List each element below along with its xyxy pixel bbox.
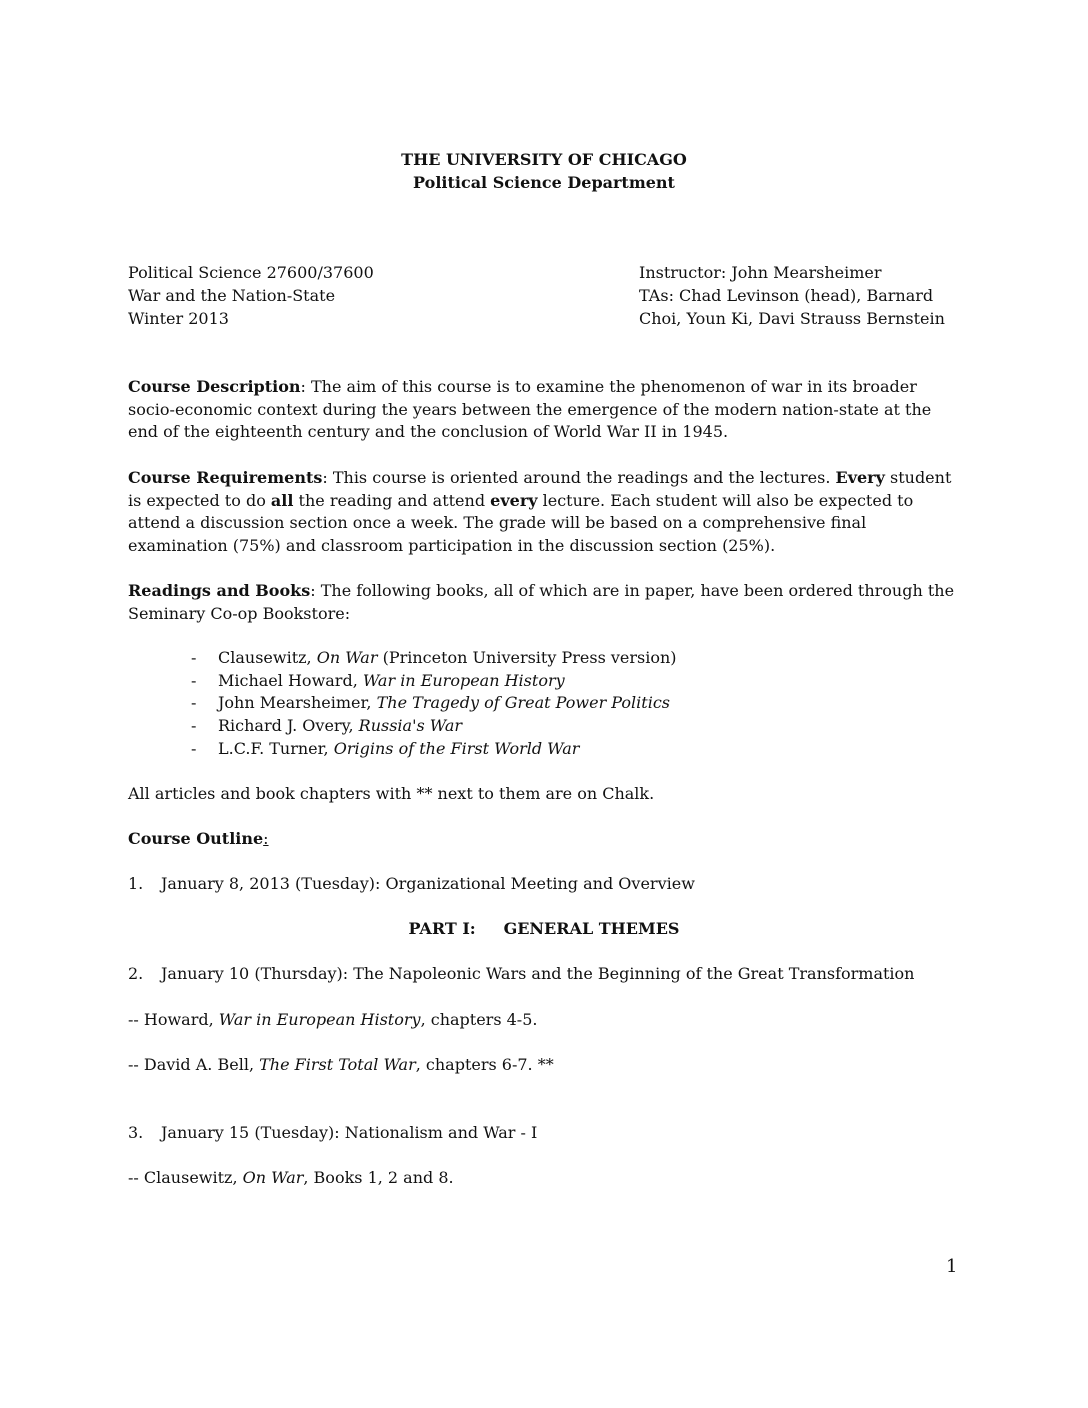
reading-author: -- Clausewitz,: [128, 1168, 243, 1187]
book-author: John Mearsheimer,: [218, 693, 377, 712]
reading-entry: [128, 1168, 454, 1187]
list-dash: -: [191, 671, 197, 690]
list-dash: -: [191, 648, 197, 667]
instructor: Instructor: John Mearsheimer: [639, 263, 882, 282]
reading-detail: , chapters 4-5.: [420, 1010, 538, 1029]
description-line: : The aim of this course is to examine the phenomenon of war in its broader: [300, 377, 917, 396]
reading-author: -- David A. Bell,: [128, 1055, 260, 1074]
description-line: end of the eighteenth century and the conclusion of World War II in 1945.: [128, 422, 729, 442]
reading-author: -- Howard,: [128, 1010, 219, 1029]
description-line: socio-economic context during the years between the emergence of the modern nation-state at the: [128, 399, 932, 419]
course-requirements: [128, 467, 968, 557]
outline-number: 2.: [128, 964, 144, 983]
book-title: On War: [316, 648, 378, 667]
readings-text: Seminary Co-op Bookstore:: [128, 603, 351, 623]
course-requirements-label: Course Requirements: [128, 468, 323, 487]
book-author: L.C.F. Turner,: [218, 739, 334, 758]
requirements-emphasis: every: [490, 490, 538, 510]
requirements-text: is expected to do: [128, 490, 271, 510]
university-title: THE UNIVERSITY OF CHICAGO: [401, 150, 687, 169]
reading-detail: , chapters 6-7. **: [415, 1055, 554, 1074]
requirements-emphasis: Every: [835, 468, 885, 487]
outline-text: January 8, 2013 (Tuesday): Organizational Meeting and Overview: [161, 874, 695, 893]
list-dash: -: [191, 693, 197, 712]
list-dash: -: [191, 716, 197, 735]
book-note: (Princeton University Press version): [377, 648, 677, 667]
list-dash: -: [191, 739, 197, 758]
outline-text: January 15 (Tuesday): Nationalism and War - I: [161, 1123, 538, 1142]
requirements-text: the reading and attend: [293, 490, 491, 510]
tas-line-1: TAs: Chad Levinson (head), Barnard: [639, 286, 934, 305]
book-title: The Tragedy of Great Power Politics: [376, 693, 671, 712]
page-number: 1: [946, 1256, 958, 1277]
book-author: Michael Howard,: [218, 671, 363, 690]
outline-number: 3.: [128, 1123, 144, 1142]
part-heading: PART I: GENERAL THEMES: [408, 919, 680, 938]
chalk-note: All articles and book chapters with ** next to them are on Chalk.: [128, 784, 655, 803]
reading-detail: , Books 1, 2 and 8.: [303, 1168, 454, 1187]
course-outline-label: Course Outline: [128, 829, 264, 848]
requirements-text: student: [884, 468, 952, 487]
requirements-text: : This course is oriented around the readings and the lectures.: [322, 468, 836, 487]
readings-text: : The following books, all of which are in paper, have been ordered through the: [310, 581, 955, 600]
department-title: Political Science Department: [413, 173, 675, 192]
course-outline-colon: :: [263, 829, 269, 848]
readings-and-books: [128, 580, 968, 625]
reading-entry: [128, 1055, 554, 1074]
reading-title: The First Total War: [259, 1055, 416, 1074]
course-description-label: Course Description: [128, 377, 301, 396]
outline-text: January 10 (Thursday): The Napoleonic Wars and the Beginning of the Great Transformation: [161, 964, 915, 983]
requirements-text: lecture. Each student will also be expected to: [537, 490, 914, 510]
book-author: Clausewitz,: [218, 648, 317, 667]
course-outline-heading: [128, 829, 269, 848]
requirements-text: attend a discussion section once a week. The grade will be based on a comprehensive final: [128, 513, 867, 533]
book-title: War in European History: [362, 671, 565, 690]
requirements-emphasis: all: [270, 490, 294, 510]
readings-label: Readings and Books: [128, 581, 311, 600]
reading-entry: [128, 1010, 537, 1029]
book-title: Russia's War: [358, 716, 463, 735]
course-description: [128, 376, 968, 444]
book-author: Richard J. Overy,: [218, 716, 359, 735]
course-title: War and the Nation-State: [128, 286, 336, 305]
course-term: Winter 2013: [128, 309, 229, 328]
course-number: Political Science 27600/37600: [128, 263, 374, 282]
reading-title: War in European History: [218, 1010, 421, 1029]
book-title: Origins of the First World War: [333, 739, 580, 758]
tas-line-2: Choi, Youn Ki, Davi Strauss Bernstein: [639, 309, 945, 328]
requirements-text: examination (75%) and classroom participation in the discussion section (25%).: [128, 535, 776, 555]
reading-title: On War: [242, 1168, 304, 1187]
outline-number: 1.: [128, 874, 144, 893]
